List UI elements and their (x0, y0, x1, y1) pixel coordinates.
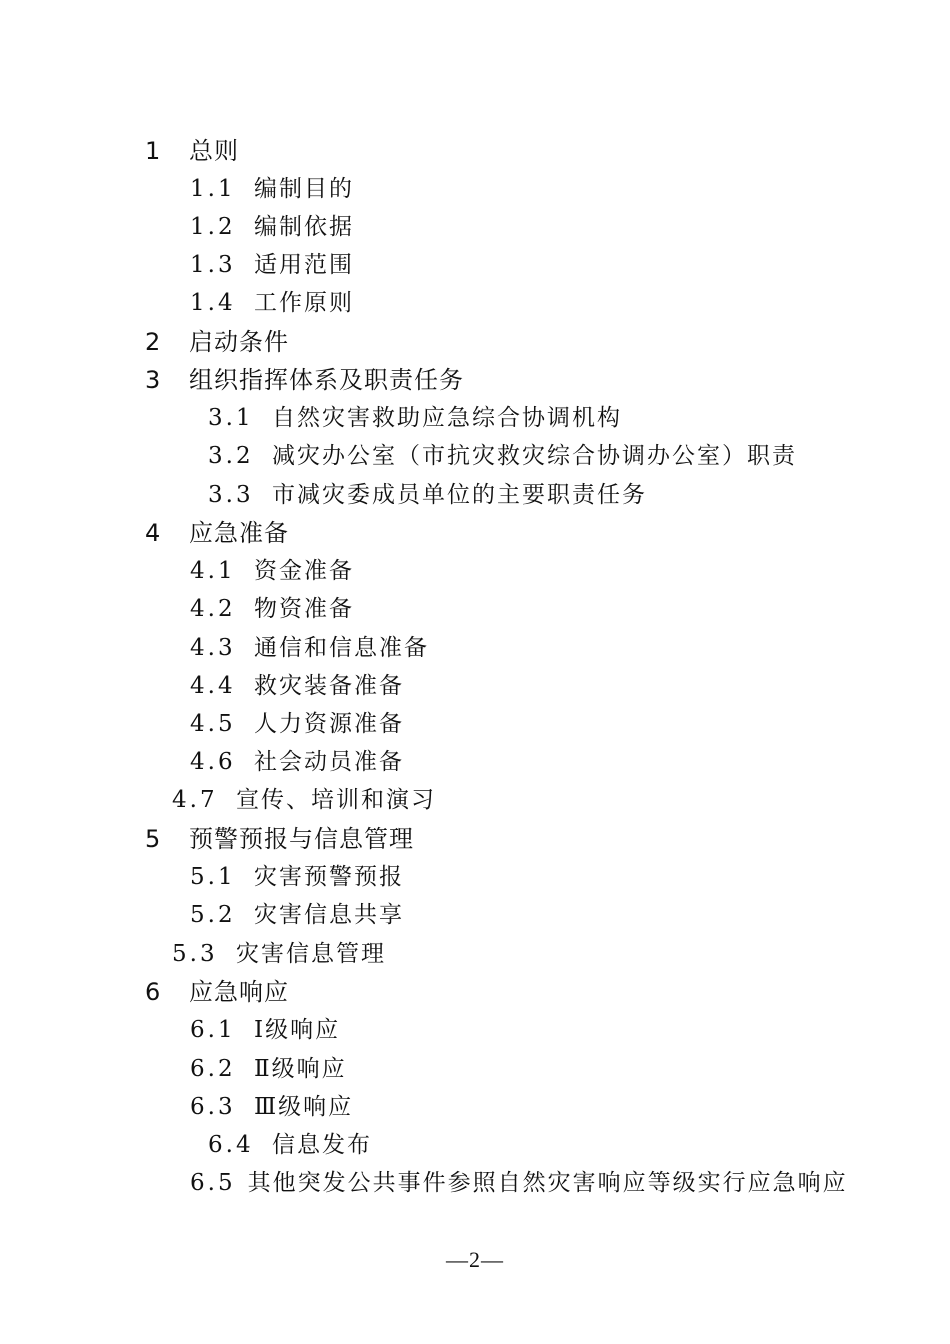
toc-title: 灾害预警预报 (254, 864, 404, 890)
toc-title: Ⅱ级响应 (254, 1056, 347, 1082)
toc-subsection-4-3 (190, 633, 429, 663)
toc-title: 灾害信息管理 (236, 941, 386, 967)
toc-title: 其他突发公共事件参照自然灾害响应等级实行应急响应 (247, 1170, 848, 1196)
toc-number: 3.1 (208, 405, 254, 431)
toc-title: 灾害信息共享 (254, 902, 404, 928)
toc-subsection-6-4 (208, 1130, 372, 1160)
toc-title: 启动条件 (189, 328, 289, 356)
toc-title: 社会动员准备 (254, 749, 404, 775)
toc-title: 编制依据 (254, 214, 354, 240)
toc-title: 市减灾委成员单位的主要职责任务 (272, 482, 647, 508)
toc-number: 6.2 (190, 1056, 236, 1082)
toc-section-5 (145, 824, 414, 854)
toc-title: 适用范围 (254, 252, 354, 278)
toc-number: 4 (145, 519, 161, 547)
toc-title: Ⅰ级响应 (254, 1017, 341, 1043)
toc-title: 宣传、培训和演习 (236, 787, 436, 813)
toc-subsection-4-7 (172, 785, 436, 815)
toc-title: 总则 (189, 137, 239, 165)
toc-number: 4.5 (190, 711, 236, 737)
toc-subsection-4-6 (190, 747, 404, 777)
toc-subsection-1-1 (190, 174, 354, 204)
toc-title: 编制目的 (254, 176, 354, 202)
toc-number: 2 (145, 328, 161, 356)
toc-subsection-4-2 (190, 594, 354, 624)
page-number: —2— (446, 1247, 504, 1272)
toc-subsection-4-1 (190, 556, 354, 586)
toc-number: 1.2 (190, 214, 236, 240)
toc-subsection-3-3 (208, 480, 647, 510)
toc-section-6 (145, 977, 289, 1007)
toc-title: 预警预报与信息管理 (189, 825, 414, 853)
toc-number: 4.6 (190, 749, 236, 775)
toc-number: 5.1 (190, 864, 236, 890)
toc-number: 4.7 (172, 787, 218, 813)
toc-subsection-5-3 (172, 939, 386, 969)
toc-title: 应急响应 (189, 978, 289, 1006)
toc-number: 5.2 (190, 902, 236, 928)
toc-number: 4.2 (190, 596, 236, 622)
toc-subsection-1-2 (190, 212, 354, 242)
toc-title: 物资准备 (254, 596, 354, 622)
toc-number: 6.1 (190, 1017, 236, 1043)
toc-number: 6.4 (208, 1132, 254, 1158)
toc-subsection-1-3 (190, 250, 354, 280)
toc-number: 3 (145, 366, 161, 394)
toc-subsection-5-2 (190, 900, 404, 930)
toc-title: Ⅲ级响应 (254, 1094, 354, 1120)
toc-subsection-6-3 (190, 1092, 353, 1122)
toc-number: 3.3 (208, 482, 254, 508)
toc-subsection-4-5 (190, 709, 404, 739)
toc-subsection-5-1 (190, 862, 404, 892)
toc-number: 1.4 (190, 290, 236, 316)
toc-title: 自然灾害救助应急综合协调机构 (272, 405, 622, 431)
toc-subsection-4-4 (190, 671, 404, 701)
toc-number: 4.1 (190, 558, 236, 584)
toc-title: 组织指挥体系及职责任务 (189, 366, 464, 394)
toc-number: 6.5 (190, 1170, 236, 1196)
toc-subsection-6-5 (190, 1168, 848, 1198)
toc-subsection-3-1 (208, 403, 622, 433)
toc-number: 3.2 (208, 443, 254, 469)
toc-section-1 (145, 136, 239, 166)
toc-number: 4.3 (190, 635, 236, 661)
toc-title: 应急准备 (189, 519, 289, 547)
toc-number: 1.1 (190, 176, 236, 202)
toc-number: 5 (145, 825, 161, 853)
toc-title: 通信和信息准备 (254, 635, 429, 661)
toc-number: 1 (145, 137, 161, 165)
toc-title: 工作原则 (254, 290, 354, 316)
toc-section-3 (145, 365, 464, 395)
toc-section-4 (145, 518, 289, 548)
toc-subsection-1-4 (190, 288, 354, 318)
toc-title: 减灾办公室（市抗灾救灾综合协调办公室）职责 (272, 443, 797, 469)
toc-subsection-6-1 (190, 1015, 340, 1045)
toc-number: 6 (145, 978, 161, 1006)
toc-subsection-6-2 (190, 1054, 347, 1084)
toc-title: 救灾装备准备 (254, 673, 404, 699)
toc-title: 人力资源准备 (254, 711, 404, 737)
toc-number: 1.3 (190, 252, 236, 278)
toc-number: 5.3 (172, 941, 218, 967)
toc-title: 信息发布 (272, 1132, 372, 1158)
toc-title: 资金准备 (254, 558, 354, 584)
toc-subsection-3-2 (208, 441, 797, 471)
toc-number: 6.3 (190, 1094, 236, 1120)
toc-number: 4.4 (190, 673, 236, 699)
toc-section-2 (145, 327, 289, 357)
